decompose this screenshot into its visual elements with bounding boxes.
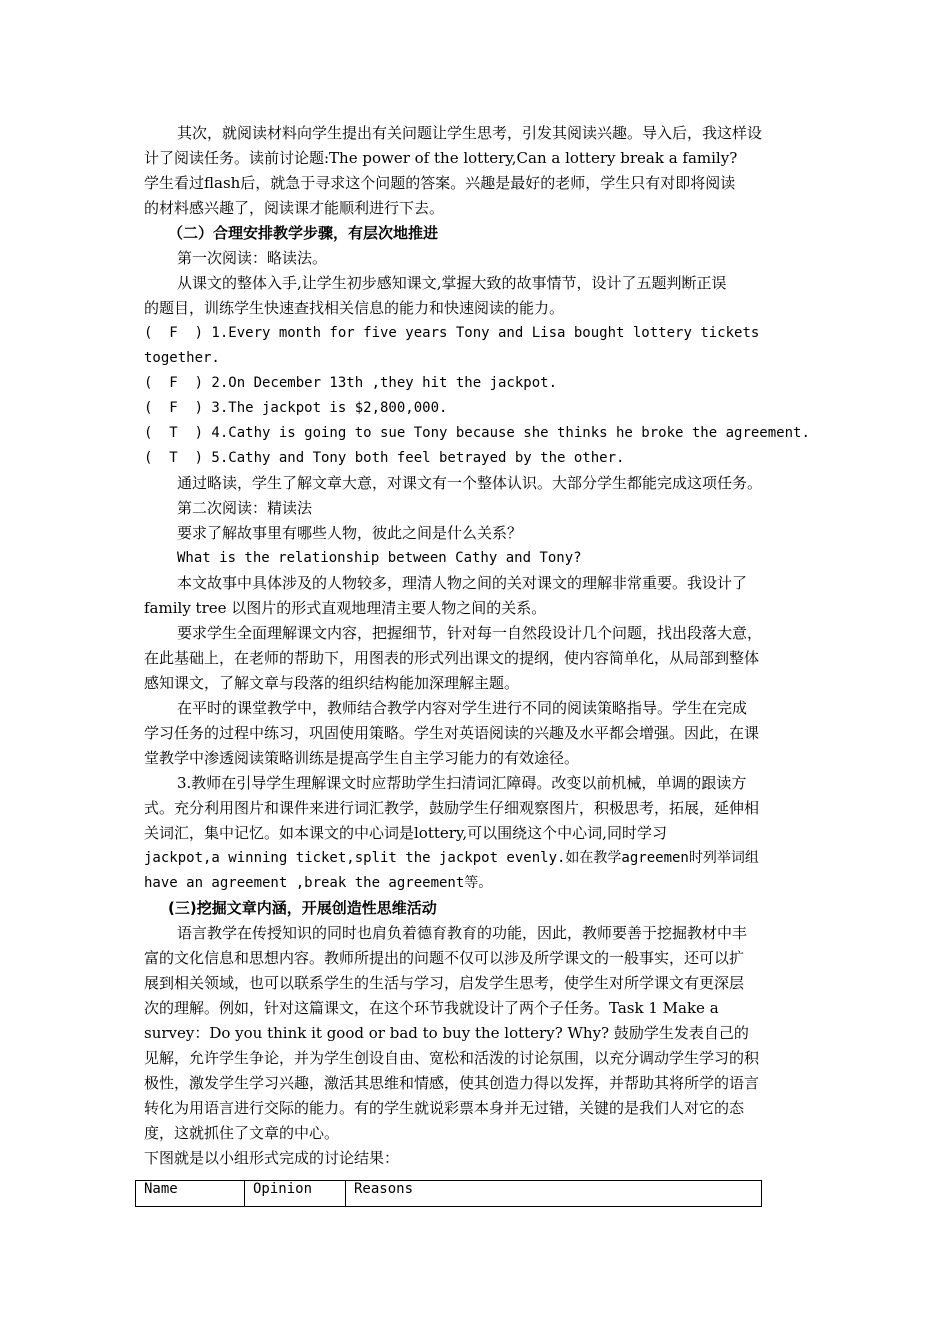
paragraph-line: 要求了解故事里有哪些人物，彼此之间是什么关系？ <box>177 524 523 542</box>
question-line: ( T ) 5.Cathy and Tony both feel betrayed by the other. <box>144 450 625 466</box>
paragraph-line: 第一次阅读：略读法。 <box>177 249 328 267</box>
question-line: ( F ) 1.Every month for five years Tony and Lisa bought lottery tickets <box>144 325 760 341</box>
paragraph-line: What is the relationship between Cathy and Tony? <box>177 550 582 566</box>
paragraph-line: 在平时的课堂教学中，教师结合教学内容对学生进行不同的阅读策略指导。学生在完成 <box>177 699 748 717</box>
paragraph-line: 的材料感兴趣了，阅读课才能顺利进行下去。 <box>144 199 445 217</box>
paragraph-line: 其次，就阅读材料向学生提出有关问题让学生思考，引发其阅读兴趣。导入后，我这样设 <box>177 124 763 142</box>
paragraph-line: 在此基础上，在老师的帮助下，用图表的形式列出课文的提纲，使内容简单化，从局部到整体 <box>144 649 760 667</box>
section-heading: （二）合理安排教学步骤，有层次地推进 <box>168 224 439 242</box>
paragraph-line: 通过略读，学生了解文章大意，对课文有一个整体认识。大部分学生都能完成这项任务。 <box>177 474 763 492</box>
paragraph-line: 的题目，训练学生快速查找相关信息的能力和快速阅读的能力。 <box>144 299 565 317</box>
paragraph-line: 式。充分利用图片和课件来进行词汇教学，鼓励学生仔细观察图片，积极思考，拓展，延伸相 <box>144 799 760 817</box>
paragraph-line: 关词汇，集中记忆。如本课文的中心词是lottery,可以围绕这个中心词,同时学习 <box>144 824 667 842</box>
paragraph-line: 要求学生全面理解课文内容，把握细节，针对每一自然段设计几个问题，找出段落大意， <box>177 624 763 642</box>
paragraph-line: 展到相关领域，也可以联系学生的生活与学习，启发学生思考，使学生对所学课文有更深层 <box>144 974 745 992</box>
paragraph-line: 计了阅读任务。读前讨论题:The power of the lottery,Can a lottery break a family? <box>144 149 738 167</box>
table-header-name: Name <box>136 1181 245 1207</box>
paragraph-line: 度，这就抓住了文章的中心。 <box>144 1124 340 1142</box>
paragraph-line: jackpot,a winning ticket,split the jackpot evenly.如在教学agreemen时列举词组 <box>144 850 759 866</box>
paragraph-line: 本文故事中具体涉及的人物较多，理清人物之间的关对课文的理解非常重要。我设计了 <box>177 574 748 592</box>
paragraph-line: 富的文化信息和思想内容。教师所提出的问题不仅可以涉及所学课文的一般事实，还可以扩 <box>144 949 745 967</box>
table-header-row <box>136 1181 762 1207</box>
question-line: ( F ) 3.The jackpot is $2,800,000. <box>144 400 448 416</box>
discussion-table <box>135 1180 762 1207</box>
paragraph-line: 见解，允许学生争论，并为学生创设自由、宽松和活泼的讨论氛围，以充分调动学生学习的积 <box>144 1049 760 1067</box>
paragraph-line: 3.教师在引导学生理解课文时应帮助学生扫清词汇障碍。改变以前机械，单调的跟读方 <box>177 774 747 792</box>
paragraph-line: 第二次阅读：精读法 <box>177 499 313 517</box>
question-line: ( F ) 2.On December 13th ,they hit the jackpot. <box>144 375 558 391</box>
paragraph-line: 语言教学在传授知识的同时也肩负着德育教育的功能，因此，教师要善于挖掘教材中丰 <box>177 924 748 942</box>
paragraph-line: survey：Do you think it good or bad to buy the lottery? Why? 鼓励学生发表自己的 <box>144 1024 749 1042</box>
paragraph-line: 次的理解。例如，针对这篇课文，在这个环节我就设计了两个子任务。Task 1 Make a <box>144 999 719 1017</box>
section-heading: (三)挖掘文章内涵，开展创造性思维活动 <box>168 899 437 917</box>
question-line: together. <box>144 350 220 366</box>
paragraph-line: 堂教学中渗透阅读策略训练是提高学生自主学习能力的有效途径。 <box>144 749 580 767</box>
paragraph-line: 学生看过flash后，就急于寻求这个问题的答案。兴趣是最好的老师，学生只有对即将阅读 <box>144 174 736 192</box>
table-header-reasons: Reasons <box>346 1181 762 1207</box>
paragraph-line: have an agreement ,break the agreement等。 <box>144 875 493 891</box>
question-line: ( T ) 4.Cathy is going to sue Tony because she thinks he broke the agreement. <box>144 425 810 441</box>
paragraph-line: 感知课文，了解文章与段落的组织结构能加深理解主题。 <box>144 674 520 692</box>
table-header-opinion: Opinion <box>245 1181 346 1207</box>
paragraph-line: 转化为用语言进行交际的能力。有的学生就说彩票本身并无过错，关键的是我们人对它的态 <box>144 1099 745 1117</box>
paragraph-line: family tree 以图片的形式直观地理清主要人物之间的关系。 <box>144 599 547 617</box>
paragraph-line: 极性，激发学生学习兴趣，激活其思维和情感，使其创造力得以发挥，并帮助其将所学的语言 <box>144 1074 760 1092</box>
paragraph-line: 学习任务的过程中练习，巩固使用策略。学生对英语阅读的兴趣及水平都会增强。因此，在课 <box>144 724 760 742</box>
paragraph-line: 下图就是以小组形式完成的讨论结果： <box>144 1149 400 1167</box>
paragraph-line: 从课文的整体入手,让学生初步感知课文,掌握大致的故事情节，设计了五题判断正误 <box>177 274 727 292</box>
